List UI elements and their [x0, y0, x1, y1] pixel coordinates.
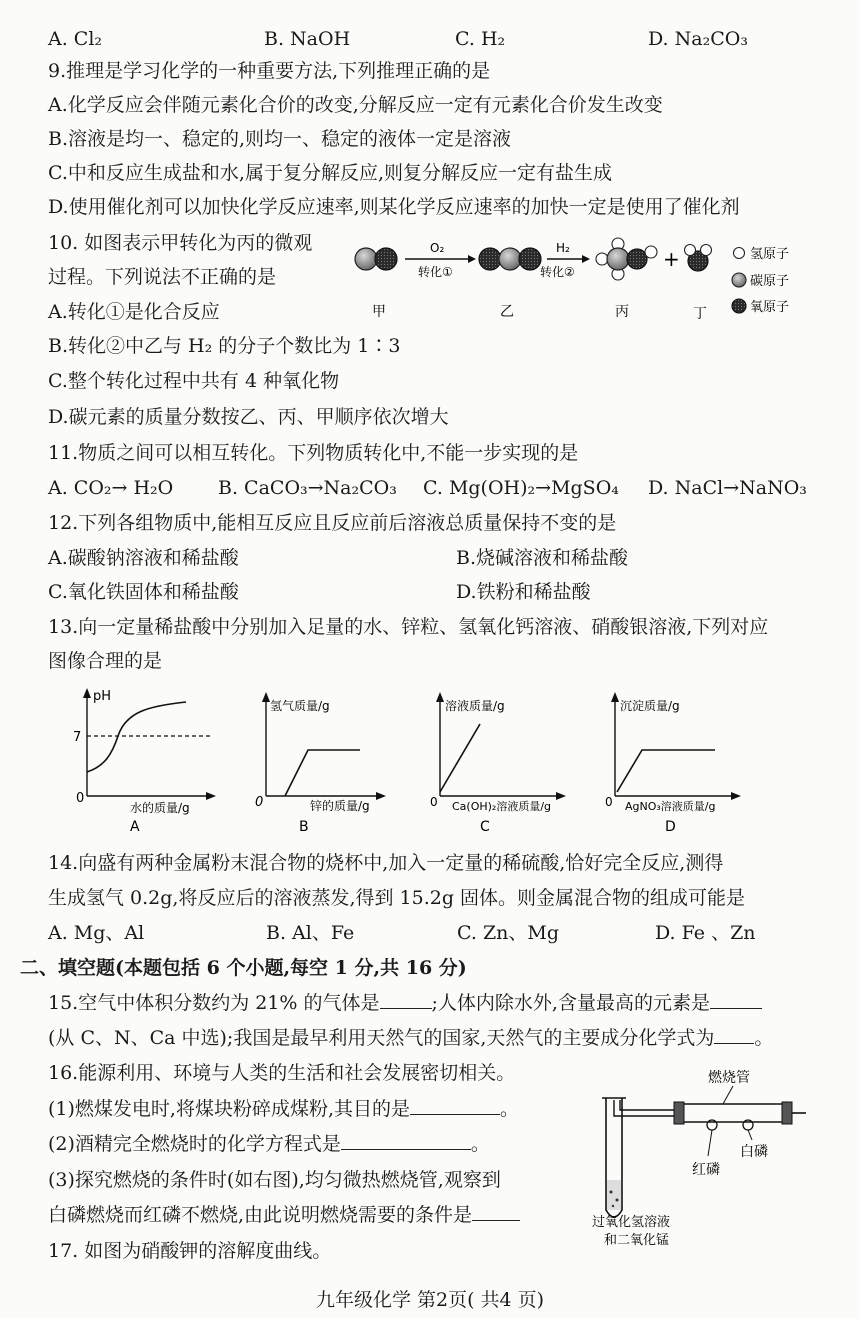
q15-text-1a: 15.空气中体积分数约为 21% 的气体是: [48, 992, 380, 1014]
q11-stem: 11.物质之间可以相互转化。下列物质转化中,不能一步实现的是: [48, 442, 579, 464]
molecule-bing: [596, 238, 657, 280]
q12-stem: 12.下列各组物质中,能相互反应且反应前后溶液总质量保持不变的是: [48, 512, 617, 534]
q16-part-2: [48, 1129, 490, 1159]
q16-part-1: [48, 1094, 519, 1124]
section-2-title: 二、填空题(本题包括 6 个小题,每空 1 分,共 16 分): [20, 957, 467, 979]
molecule-yi: [479, 248, 541, 270]
q10-stem-1: 10. 如图表示甲转化为丙的微观: [48, 232, 313, 254]
q16-apparatus: [590, 1060, 820, 1250]
q9-option-d: D.使用催化剂可以加快化学反应速率,则某化学反应速率的加快一定是使用了催化剂: [48, 196, 740, 218]
q14-option-a: A. Mg、Al: [48, 922, 145, 944]
q15-line-1: [48, 988, 762, 1018]
q14-stem-1: 14.向盛有两种金属粉末混合物的烧杯中,加入一定量的稀硫酸,恰好完全反应,测得: [48, 852, 724, 874]
label-bing: 丙: [615, 304, 629, 320]
q12-option-d: D.铁粉和稀盐酸: [456, 581, 591, 603]
q16-part-1-text: (1)燃煤发电时,将煤块粉碎成煤粉,其目的是: [48, 1098, 410, 1120]
graph-a-origin: 0: [76, 791, 85, 806]
molecule-jia: [355, 248, 397, 270]
graph-b-letter: B: [299, 819, 309, 835]
q10-option-c: C.整个转化过程中共有 4 种氧化物: [48, 370, 340, 392]
arrow-2-reagent: H₂: [556, 241, 570, 255]
q9-stem: 9.推理是学习化学的一种重要方法,下列推理正确的是: [48, 60, 491, 82]
label-burning-tube: 燃烧管: [708, 1070, 750, 1086]
q11-option-b: B. CaCO₃→Na₂CO₃: [218, 477, 397, 499]
label-reagent-1: 过氧化氢溶液: [592, 1215, 671, 1230]
graph-a-ytick: 7: [73, 730, 82, 745]
graph-c-origin: 0: [430, 795, 438, 809]
q15-blank-2[interactable]: [710, 990, 762, 1009]
graph-a-xlabel: 水的质量/g: [130, 801, 190, 815]
q14-option-c: C. Zn、Mg: [457, 922, 559, 944]
q12-option-a: A.碳酸钠溶液和稀盐酸: [48, 547, 239, 569]
arrow-2-label: 转化②: [540, 265, 575, 279]
label-red-phosphorus: 红磷: [692, 1162, 720, 1178]
q10-stem-2: 过程。下列说法不正确的是: [48, 266, 277, 288]
graph-c-xlabel: Ca(OH)₂溶液质量/g: [452, 800, 552, 813]
graph-c-letter: C: [480, 819, 490, 835]
q14-stem-2: 生成氢气 0.2g,将反应后的溶液蒸发,得到 15.2g 固体。则金属混合物的组成可能是: [48, 887, 746, 909]
q8-option-d: D. Na₂CO₃: [648, 28, 748, 50]
legend-oxygen: 氧原子: [750, 300, 790, 315]
graph-b-origin: 0: [255, 795, 264, 810]
q16-blank-1[interactable]: [410, 1096, 500, 1115]
graph-a-ylabel: pH: [93, 689, 112, 704]
q14-option-d: D. Fe 、Zn: [655, 922, 756, 944]
q9-option-b: B.溶液是均一、稳定的,则均一、稳定的液体一定是溶液: [48, 128, 512, 150]
label-jia: 甲: [372, 304, 386, 320]
q15-blank-3[interactable]: [714, 1025, 754, 1044]
q9-option-c: C.中和反应生成盐和水,属于复分解反应,则复分解反应一定有盐生成: [48, 162, 612, 184]
arrow-1-label: 转化①: [418, 265, 453, 279]
q8-option-c: C. H₂: [455, 28, 506, 50]
q16-part-2-end: 。: [470, 1133, 490, 1155]
q12-option-c: C.氧化铁固体和稀盐酸: [48, 581, 239, 603]
graph-b: [255, 692, 386, 835]
legend-hydrogen: 氢原子: [750, 247, 790, 262]
graph-d-ylabel: 沉淀质量/g: [620, 699, 680, 713]
q10-molecule-diagram: [350, 230, 810, 325]
graph-d-line: [617, 750, 715, 792]
plus-sign: +: [663, 247, 680, 271]
graph-d: [605, 692, 741, 835]
q11-option-c: C. Mg(OH)₂→MgSO₄: [423, 477, 619, 499]
graph-d-origin: 0: [605, 795, 613, 809]
q16-part-3a: (3)探究燃烧的条件时(如右图),均匀微热燃烧管,观察到: [48, 1169, 501, 1191]
q16-stem: 16.能源利用、环境与人类的生活和社会发展密切相关。: [48, 1062, 516, 1084]
q16-blank-2[interactable]: [341, 1131, 471, 1150]
graph-b-line: [285, 750, 360, 796]
page-footer: 九年级化学 第2页( 共4 页): [315, 1289, 545, 1311]
q8-option-b: B. NaOH: [264, 28, 351, 50]
graph-b-xlabel: 锌的质量/g: [310, 799, 370, 813]
graph-a-letter: A: [130, 819, 140, 835]
legend-carbon: 碳原子: [750, 274, 790, 289]
label-reagent-2: 和二氧化锰: [604, 1233, 670, 1248]
graph-b-ylabel: 氢气质量/g: [270, 699, 330, 713]
q14-option-b: B. Al、Fe: [266, 922, 355, 944]
legend: [732, 247, 789, 315]
q15-text-2a: (从 C、N、Ca 中选);我国是最早利用天然气的国家,天然气的主要成分化学式为: [48, 1027, 715, 1049]
burning-tube: [680, 1104, 786, 1122]
q10-option-d: D.碳元素的质量分数按乙、丙、甲顺序依次增大: [48, 406, 449, 428]
q13-stem-2: 图像合理的是: [48, 650, 163, 672]
q15-line-2: [48, 1023, 773, 1053]
q16-part-3b-text: 白磷燃烧而红磷不燃烧,由此说明燃烧需要的条件是: [48, 1204, 473, 1226]
q13-stem-1: 13.向一定量稀盐酸中分别加入足量的水、锌粒、氢氧化钙溶液、硝酸银溶液,下列对应: [48, 616, 769, 638]
q8-option-a: A. Cl₂: [48, 28, 103, 50]
arrow-1-reagent: O₂: [430, 241, 445, 255]
q17-stem: 17. 如图为硝酸钾的溶解度曲线。: [48, 1240, 332, 1262]
graph-a: [73, 688, 216, 835]
q15-blank-1[interactable]: [380, 990, 432, 1009]
graph-a-curve: [87, 702, 186, 772]
label-ding: 丁: [693, 306, 707, 322]
q15-text-2b: 。: [754, 1027, 774, 1049]
q16-part-3b: [48, 1200, 520, 1230]
q15-text-1b: ;人体内除水外,含量最高的元素是: [431, 992, 710, 1014]
q13-graphs: [60, 684, 760, 844]
label-yi: 乙: [500, 304, 514, 320]
q11-option-a: A. CO₂→ H₂O: [48, 477, 174, 499]
graph-c: [430, 692, 566, 835]
q11-option-d: D. NaCl→NaNO₃: [648, 477, 807, 499]
graph-d-letter: D: [665, 819, 676, 835]
q10-option-a: A.转化①是化合反应: [48, 301, 220, 323]
q16-part-2-text: (2)酒精完全燃烧时的化学方程式是: [48, 1133, 341, 1155]
q12-option-b: B.烧碱溶液和稀盐酸: [456, 547, 629, 569]
q16-blank-3[interactable]: [472, 1202, 520, 1221]
q10-option-b: B.转化②中乙与 H₂ 的分子个数比为 1∶3: [48, 335, 401, 357]
molecule-ding: [685, 245, 712, 272]
graph-c-ylabel: 溶液质量/g: [445, 699, 505, 713]
q16-part-1-end: 。: [500, 1098, 520, 1120]
q9-option-a: A.化学反应会伴随元素化合价的改变,分解反应一定有元素化合价发生改变: [48, 94, 663, 116]
graph-c-line: [440, 724, 480, 792]
graph-d-xlabel: AgNO₃溶液质量/g: [625, 800, 716, 813]
label-white-phosphorus: 白磷: [740, 1144, 768, 1160]
